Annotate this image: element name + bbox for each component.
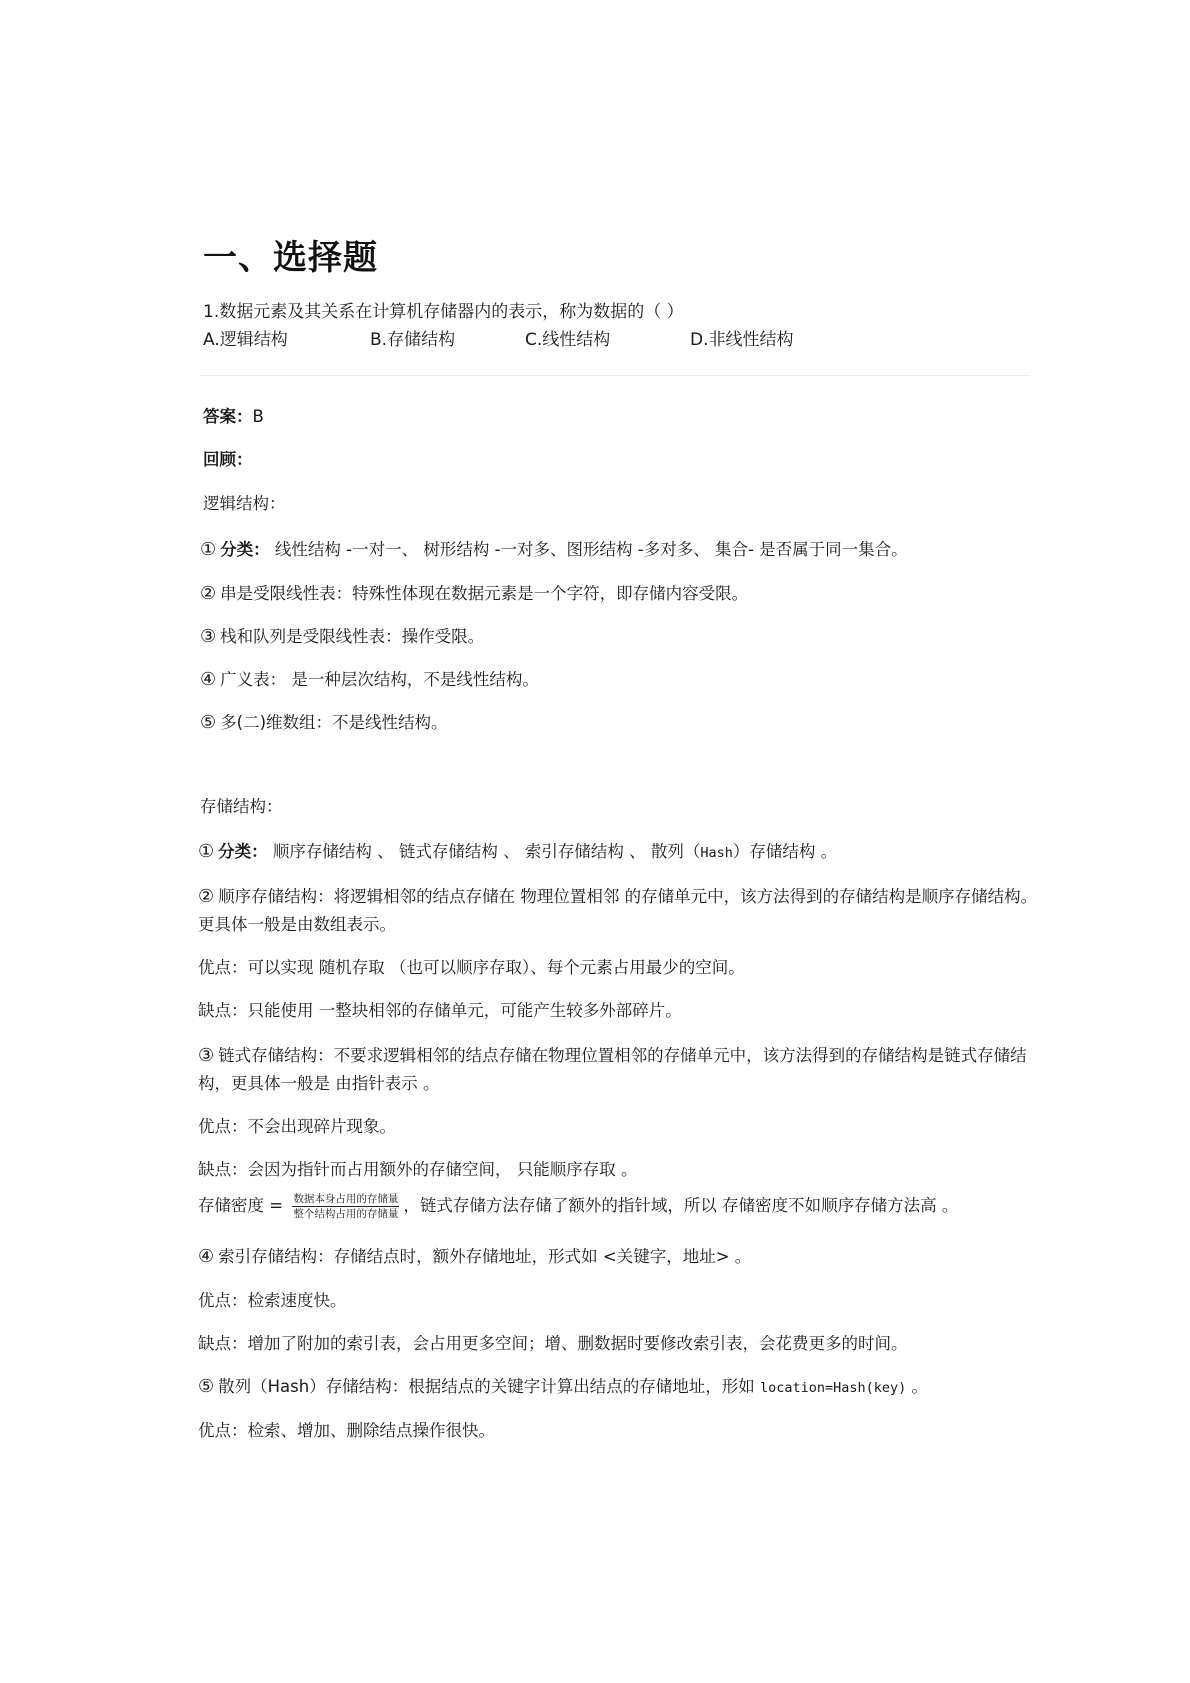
storage-item-4-adv: 优点：检索速度快。 — [198, 1291, 347, 1310]
logical-item-1: ① 分类： 线性结构 -一对一、 树形结构 -一对多、图形结构 -多对多、 集合- 是否属于同一集合。 — [200, 539, 908, 560]
storage-item-2-adv: 优点：可以实现 随机存取 （也可以顺序存取）、每个元素占用最少的空间。 — [198, 958, 745, 977]
storage-heading: 存储结构： — [200, 797, 283, 816]
density-fraction: $\frac{\text{数据本身占用的存储量}}{\text{整个结构占用的存储量}}$ — [293, 1193, 399, 1220]
storage-item-3-dis: 缺点：会因为指针而占用额外的存储空间， 只能顺序存取 。 — [198, 1160, 638, 1179]
storage-item-3-adv: 优点：不会出现碎片现象。 — [198, 1117, 396, 1136]
review-label: 回顾： — [203, 450, 253, 469]
storage-item-3-cont: 构，更具体一般是 由指针表示 。 — [198, 1074, 440, 1093]
section-title: 一、选择题 — [203, 238, 378, 278]
answer-line — [203, 403, 264, 427]
answer-value: B — [252, 407, 264, 426]
logical-item-2: ② 串是受限线性表：特殊性体现在数据元素是一个字符，即存储内容受限。 — [200, 583, 749, 604]
storage-item-4-dis: 缺点：增加了附加的索引表，会占用更多空间；增、删数据时要修改索引表，会花费更多的时间。 — [198, 1334, 908, 1353]
divider — [200, 375, 1030, 376]
logical-item-5: ⑤ 多(二)维数组：不是线性结构。 — [200, 712, 448, 733]
option-b: B.存储结构 — [370, 330, 456, 350]
answer-label: 答案： — [203, 407, 253, 426]
storage-item-2: ② 顺序存储结构：将逻辑相邻的结点存储在 物理位置相邻 的存储单元中，该方法得到的存储结构是顺序存储结构。 — [198, 886, 1038, 907]
option-d: D.非线性结构 — [690, 330, 794, 350]
storage-item-2-cont: 更具体一般是由数组表示。 — [198, 915, 396, 934]
storage-item-5: ⑤ 散列（Hash）存储结构：根据结点的关键字计算出结点的存储地址，形如 location=Hash(key) 。 — [198, 1376, 929, 1397]
logical-item-4: ④ 广义表： 是一种层次结构，不是线性结构。 — [200, 669, 539, 690]
logical-item-3: ③ 栈和队列是受限线性表：操作受限。 — [200, 626, 485, 647]
storage-item-3: ③ 链式存储结构：不要求逻辑相邻的结点存储在物理位置相邻的存储单元中，该方法得到的存储结构是链式存储结 — [198, 1045, 1027, 1066]
storage-item-2-dis: 缺点：只能使用 一整块相邻的存储单元，可能产生较多外部碎片。 — [198, 1001, 682, 1020]
storage-item-1: ① 分类： 顺序存储结构 、 链式存储结构 、 索引存储结构 、 散列（Hash）存储结构 。 — [198, 841, 838, 862]
storage-item-5-adv: 优点：检索、增加、删除结点操作很快。 — [198, 1421, 495, 1440]
question-text: 1.数据元素及其关系在计算机存储器内的表示，称为数据的（ ） — [203, 302, 684, 322]
option-c: C.线性结构 — [525, 330, 611, 350]
storage-item-4: ④ 索引存储结构：存储结点时，额外存储地址，形式如 <关键字，地址> 。 — [198, 1246, 752, 1267]
storage-density: 存储密度 = $\frac{\text{数据本身占用的存储量}}{\text{整个结构占用的存储量}}$ ，链式存储方法存储了额外的指针域，所以 存储密度不如顺序存储方法高 。 — [198, 1193, 959, 1220]
option-a: A.逻辑结构 — [203, 330, 288, 350]
logical-heading: 逻辑结构： — [203, 494, 286, 513]
